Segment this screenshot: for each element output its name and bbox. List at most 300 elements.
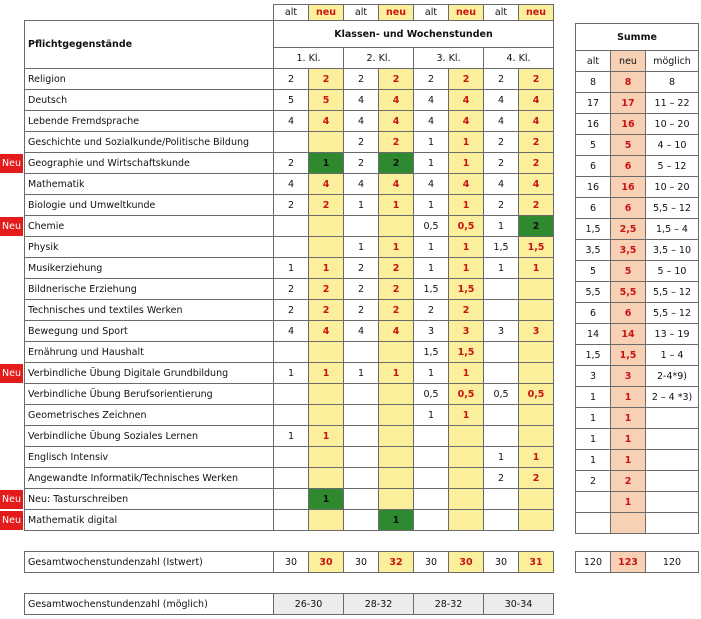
subject-name: Chemie: [25, 216, 274, 237]
cell-neu-2: 1: [379, 363, 414, 384]
summe-alt: 16: [576, 177, 611, 198]
table-row: [25, 447, 554, 468]
cell-alt-3: 1,5: [414, 342, 449, 363]
cell-neu-1: [309, 216, 344, 237]
cell-neu-2: 1: [379, 195, 414, 216]
cell-alt-2: 4: [344, 174, 379, 195]
summe-moeglich: 10 – 20: [646, 177, 699, 198]
cell-alt-3: 0,5: [414, 384, 449, 405]
col-neu-4: neu: [519, 5, 554, 21]
cell-alt-4: 4: [484, 174, 519, 195]
subject-name: Neu: Tasturschreiben: [25, 489, 274, 510]
summe-neu: 14: [611, 324, 646, 345]
cell-alt-2: [344, 384, 379, 405]
cell-neu-1: 1: [309, 153, 344, 174]
cell-alt-4: [484, 489, 519, 510]
cell-alt-1: [274, 216, 309, 237]
cell-alt-1: 4: [274, 321, 309, 342]
col-alt-2: alt: [344, 5, 379, 21]
summe-alt: 17: [576, 93, 611, 114]
summe-alt: 14: [576, 324, 611, 345]
subject-name: Bildnerische Erziehung: [25, 279, 274, 300]
summe-row: [576, 324, 699, 345]
cell-alt-2: 2: [344, 258, 379, 279]
cell-neu-3: [449, 468, 484, 489]
table-row: [25, 90, 554, 111]
cell-neu-4: 3: [519, 321, 554, 342]
header-spacer: [25, 5, 274, 21]
subject-name: Angewandte Informatik/Technisches Werken: [25, 468, 274, 489]
totals-moeglich-label: Gesamtwochenstundenzahl (möglich): [25, 594, 274, 615]
table-row: [25, 426, 554, 447]
summe-row: [576, 240, 699, 261]
cell-alt-1: [274, 132, 309, 153]
cell-neu-3: 1: [449, 258, 484, 279]
total-moeglich-1: 26-30: [274, 594, 344, 615]
cell-neu-3: [449, 489, 484, 510]
cell-alt-1: [274, 384, 309, 405]
cell-neu-3: 1: [449, 363, 484, 384]
cell-alt-2: 2: [344, 69, 379, 90]
cell-alt-3: 1: [414, 258, 449, 279]
summe-neu: 6: [611, 198, 646, 219]
cell-neu-3: 2: [449, 69, 484, 90]
totals-ist-table: [24, 551, 554, 573]
summe-moeglich: 2 – 4 *3): [646, 387, 699, 408]
cell-alt-4: 2: [484, 132, 519, 153]
cell-alt-4: 1: [484, 258, 519, 279]
cell-neu-2: [379, 447, 414, 468]
cell-alt-4: 2: [484, 153, 519, 174]
cell-alt-3: [414, 489, 449, 510]
cell-neu-2: 2: [379, 69, 414, 90]
summe-row: [576, 282, 699, 303]
cell-alt-3: 4: [414, 174, 449, 195]
table-row: [25, 489, 554, 510]
cell-alt-3: 1: [414, 363, 449, 384]
totals-ist-label: Gesamtwochenstundenzahl (Istwert): [25, 552, 274, 573]
summe-moeglich: 13 – 19: [646, 324, 699, 345]
cell-alt-4: [484, 405, 519, 426]
summe-row: [576, 429, 699, 450]
cell-neu-1: [309, 447, 344, 468]
cell-neu-1: 4: [309, 111, 344, 132]
total-ist-alt-1: 30: [274, 552, 309, 573]
summe-row: [576, 93, 699, 114]
cell-alt-2: 2: [344, 132, 379, 153]
table-row: [25, 279, 554, 300]
summe-moeglich: 1,5 – 4: [646, 219, 699, 240]
subject-name: Geometrisches Zeichnen: [25, 405, 274, 426]
table-row: [25, 258, 554, 279]
summe-moeglich: 1 – 4: [646, 345, 699, 366]
col-neu-3: neu: [449, 5, 484, 21]
cell-neu-4: [519, 426, 554, 447]
cell-neu-2: [379, 342, 414, 363]
table-row: [25, 321, 554, 342]
summe-row: [576, 492, 699, 513]
cell-neu-3: 2: [449, 300, 484, 321]
table-row: [25, 111, 554, 132]
cell-neu-3: [449, 447, 484, 468]
cell-neu-1: 2: [309, 69, 344, 90]
cell-neu-1: 2: [309, 300, 344, 321]
subject-name: Musikerziehung: [25, 258, 274, 279]
cell-alt-4: 2: [484, 195, 519, 216]
cell-neu-3: 1: [449, 237, 484, 258]
summe-neu: 2,5: [611, 219, 646, 240]
cell-alt-3: 4: [414, 90, 449, 111]
neu-badge: Neu: [0, 217, 23, 236]
cell-neu-3: 1: [449, 405, 484, 426]
table-row: [25, 195, 554, 216]
cell-alt-2: 4: [344, 111, 379, 132]
subject-name: Religion: [25, 69, 274, 90]
summe-neu: 5: [611, 261, 646, 282]
summe-moeglich: 3,5 – 10: [646, 240, 699, 261]
summe-row: [576, 408, 699, 429]
neu-badge: Neu: [0, 364, 23, 383]
cell-neu-1: 1: [309, 258, 344, 279]
table-row: [25, 153, 554, 174]
summe-neu: 17: [611, 93, 646, 114]
cell-neu-4: 2: [519, 132, 554, 153]
cell-alt-1: [274, 468, 309, 489]
summe-neu: 3: [611, 366, 646, 387]
summe-moeglich: 5 – 12: [646, 156, 699, 177]
summe-alt: 5: [576, 261, 611, 282]
cell-alt-2: [344, 216, 379, 237]
cell-neu-2: 1: [379, 510, 414, 531]
total-ist-neu-3: 30: [449, 552, 484, 573]
summe-moeglich: [646, 471, 699, 492]
summe-alt: 1: [576, 408, 611, 429]
cell-alt-3: 1: [414, 132, 449, 153]
summe-moeglich: [646, 429, 699, 450]
summe-row: [576, 366, 699, 387]
cell-alt-1: 2: [274, 195, 309, 216]
cell-neu-4: 2: [519, 468, 554, 489]
cell-neu-2: 2: [379, 132, 414, 153]
summe-moeglich: [646, 408, 699, 429]
cell-alt-3: 1: [414, 405, 449, 426]
cell-alt-3: 1: [414, 195, 449, 216]
class-3-heading: 3. Kl.: [414, 48, 484, 69]
neu-badge: Neu: [0, 511, 23, 530]
col-neu-2: neu: [379, 5, 414, 21]
summe-col-moeglich: möglich: [646, 51, 699, 72]
total-moeglich-2: 28-32: [344, 594, 414, 615]
cell-alt-2: 2: [344, 279, 379, 300]
cell-alt-4: [484, 342, 519, 363]
cell-alt-1: [274, 405, 309, 426]
cell-alt-3: 1: [414, 153, 449, 174]
cell-alt-1: 1: [274, 363, 309, 384]
table-row: [25, 363, 554, 384]
total-moeglich-4: 30-34: [484, 594, 554, 615]
cell-neu-3: 4: [449, 111, 484, 132]
stundentafel-table: [24, 4, 554, 531]
total-ist-alt-3: 30: [414, 552, 449, 573]
summe-row: [576, 450, 699, 471]
summe-table: [575, 23, 699, 534]
cell-alt-4: [484, 510, 519, 531]
subject-name: Englisch Intensiv: [25, 447, 274, 468]
subject-name: Biologie und Umweltkunde: [25, 195, 274, 216]
cell-alt-3: 3: [414, 321, 449, 342]
cell-alt-1: 1: [274, 426, 309, 447]
cell-neu-1: [309, 342, 344, 363]
summe-alt: 16: [576, 114, 611, 135]
cell-alt-4: 1: [484, 216, 519, 237]
summe-moeglich: 5 – 10: [646, 261, 699, 282]
table-row: [25, 174, 554, 195]
summe-col-neu: neu: [611, 51, 646, 72]
summe-alt: 6: [576, 156, 611, 177]
summe-moeglich: 4 – 10: [646, 135, 699, 156]
summe-neu: 2: [611, 471, 646, 492]
cell-alt-2: 1: [344, 363, 379, 384]
subject-name: Verbindliche Übung Digitale Grundbildung: [25, 363, 274, 384]
summe-alt: 1: [576, 450, 611, 471]
summe-neu: 16: [611, 114, 646, 135]
table-row: [25, 132, 554, 153]
subject-name: Verbindliche Übung Berufsorientierung: [25, 384, 274, 405]
cell-neu-4: 4: [519, 90, 554, 111]
cell-neu-4: [519, 279, 554, 300]
subject-name: Verbindliche Übung Soziales Lernen: [25, 426, 274, 447]
cell-neu-3: 4: [449, 174, 484, 195]
cell-alt-3: [414, 468, 449, 489]
total-ist-neu-4: 31: [519, 552, 554, 573]
summe-row: [576, 387, 699, 408]
cell-alt-2: [344, 447, 379, 468]
cell-neu-4: 1,5: [519, 237, 554, 258]
total-summe-alt: 120: [576, 552, 611, 573]
cell-alt-1: [274, 489, 309, 510]
subject-name: Geographie und Wirtschaftskunde: [25, 153, 274, 174]
table-row: [25, 342, 554, 363]
table-row: [25, 216, 554, 237]
cell-neu-4: [519, 363, 554, 384]
cell-neu-4: 4: [519, 111, 554, 132]
cell-neu-2: 2: [379, 300, 414, 321]
neu-badge: Neu: [0, 154, 23, 173]
table-row: [25, 300, 554, 321]
cell-neu-2: 2: [379, 258, 414, 279]
subject-name: Lebende Fremdsprache: [25, 111, 274, 132]
cell-alt-1: [274, 510, 309, 531]
cell-alt-2: 4: [344, 321, 379, 342]
subject-heading: Pflichtgegenstände: [25, 21, 274, 69]
cell-alt-3: 2: [414, 300, 449, 321]
summe-alt: 8: [576, 72, 611, 93]
cell-alt-3: [414, 426, 449, 447]
cell-alt-4: [484, 363, 519, 384]
subject-name: Ernährung und Haushalt: [25, 342, 274, 363]
col-alt-4: alt: [484, 5, 519, 21]
cell-neu-1: [309, 510, 344, 531]
summe-alt: 3: [576, 366, 611, 387]
table-row: [25, 237, 554, 258]
summe-row: [576, 345, 699, 366]
summe-row: [576, 135, 699, 156]
summe-neu: 1: [611, 450, 646, 471]
summe-neu: 5,5: [611, 282, 646, 303]
cell-neu-4: [519, 300, 554, 321]
table-row: [25, 510, 554, 531]
cell-alt-4: 4: [484, 90, 519, 111]
summe-row: [576, 156, 699, 177]
summe-alt: 5,5: [576, 282, 611, 303]
cell-neu-4: [519, 405, 554, 426]
cell-neu-2: 2: [379, 279, 414, 300]
subject-name: Bewegung und Sport: [25, 321, 274, 342]
cell-neu-1: 5: [309, 90, 344, 111]
class-4-heading: 4. Kl.: [484, 48, 554, 69]
summe-moeglich: 8: [646, 72, 699, 93]
cell-alt-2: 2: [344, 300, 379, 321]
summe-heading: Summe: [576, 24, 699, 51]
cell-neu-4: 2: [519, 69, 554, 90]
subject-name: Physik: [25, 237, 274, 258]
cell-neu-4: [519, 489, 554, 510]
cell-alt-1: 4: [274, 111, 309, 132]
summe-neu: 1: [611, 387, 646, 408]
summe-alt: 1,5: [576, 219, 611, 240]
cell-neu-2: [379, 405, 414, 426]
subject-name: Mathematik digital: [25, 510, 274, 531]
summe-neu: 3,5: [611, 240, 646, 261]
cell-neu-2: 1: [379, 237, 414, 258]
summe-neu: 6: [611, 303, 646, 324]
class-1-heading: 1. Kl.: [274, 48, 344, 69]
cell-alt-2: [344, 468, 379, 489]
total-ist-neu-1: 30: [309, 552, 344, 573]
cell-neu-4: 1: [519, 258, 554, 279]
cell-alt-2: [344, 405, 379, 426]
summe-row: [576, 177, 699, 198]
cell-neu-4: 2: [519, 195, 554, 216]
cell-alt-2: [344, 489, 379, 510]
cell-neu-3: [449, 510, 484, 531]
wochen-heading: Klassen- und Wochenstunden: [274, 21, 554, 48]
summe-moeglich: 5,5 – 12: [646, 198, 699, 219]
summe-moeglich: [646, 513, 699, 534]
cell-neu-4: [519, 510, 554, 531]
total-ist-neu-2: 32: [379, 552, 414, 573]
cell-alt-4: 1,5: [484, 237, 519, 258]
cell-alt-3: 2: [414, 69, 449, 90]
table-row: [25, 405, 554, 426]
summe-neu: 5: [611, 135, 646, 156]
cell-neu-2: [379, 489, 414, 510]
cell-neu-1: [309, 468, 344, 489]
cell-neu-3: 1: [449, 132, 484, 153]
summe-neu: 1: [611, 492, 646, 513]
summe-neu: 16: [611, 177, 646, 198]
cell-alt-2: 2: [344, 153, 379, 174]
subject-name: Geschichte und Sozialkunde/Politische Bildung: [25, 132, 274, 153]
cell-alt-1: [274, 447, 309, 468]
summe-alt: 5: [576, 135, 611, 156]
summe-row: [576, 219, 699, 240]
cell-neu-1: 2: [309, 279, 344, 300]
summe-row: [576, 114, 699, 135]
cell-neu-3: 1: [449, 195, 484, 216]
totals-summe-table: [575, 551, 699, 573]
cell-alt-3: 1: [414, 237, 449, 258]
cell-alt-4: [484, 426, 519, 447]
cell-alt-2: [344, 342, 379, 363]
summe-alt: 1: [576, 387, 611, 408]
cell-neu-1: 1: [309, 489, 344, 510]
cell-neu-2: [379, 216, 414, 237]
summe-moeglich: [646, 450, 699, 471]
cell-neu-3: 3: [449, 321, 484, 342]
cell-neu-1: [309, 237, 344, 258]
subject-name: Deutsch: [25, 90, 274, 111]
cell-alt-4: [484, 300, 519, 321]
total-summe-moeglich: 120: [646, 552, 699, 573]
summe-moeglich: 5,5 – 12: [646, 303, 699, 324]
summe-row: [576, 72, 699, 93]
cell-neu-3: 0,5: [449, 216, 484, 237]
summe-neu: 1,5: [611, 345, 646, 366]
summe-alt: 1,5: [576, 345, 611, 366]
cell-neu-2: 4: [379, 321, 414, 342]
subject-name: Technisches und textiles Werken: [25, 300, 274, 321]
cell-neu-4: 4: [519, 174, 554, 195]
summe-alt: 1: [576, 429, 611, 450]
cell-neu-1: 4: [309, 321, 344, 342]
cell-alt-4: 2: [484, 69, 519, 90]
cell-neu-1: [309, 132, 344, 153]
cell-neu-4: 0,5: [519, 384, 554, 405]
table-row: [25, 468, 554, 489]
summe-row: [576, 198, 699, 219]
cell-alt-4: 4: [484, 111, 519, 132]
cell-neu-2: [379, 426, 414, 447]
cell-neu-2: 4: [379, 90, 414, 111]
cell-alt-4: 3: [484, 321, 519, 342]
cell-alt-1: 5: [274, 90, 309, 111]
cell-alt-1: 2: [274, 69, 309, 90]
cell-alt-2: [344, 510, 379, 531]
cell-alt-1: 2: [274, 279, 309, 300]
summe-alt: 2: [576, 471, 611, 492]
col-alt-1: alt: [274, 5, 309, 21]
cell-neu-2: 4: [379, 174, 414, 195]
summe-alt: 6: [576, 303, 611, 324]
cell-neu-1: 4: [309, 174, 344, 195]
cell-neu-4: 2: [519, 216, 554, 237]
cell-neu-3: 1,5: [449, 342, 484, 363]
summe-col-alt: alt: [576, 51, 611, 72]
summe-moeglich: 2-4*9): [646, 366, 699, 387]
cell-alt-3: 1,5: [414, 279, 449, 300]
cell-alt-1: 2: [274, 153, 309, 174]
cell-alt-3: 4: [414, 111, 449, 132]
summe-alt: [576, 513, 611, 534]
cell-neu-2: [379, 468, 414, 489]
cell-alt-1: [274, 237, 309, 258]
summe-moeglich: 10 – 20: [646, 114, 699, 135]
summe-neu: 1: [611, 408, 646, 429]
table-row: [25, 384, 554, 405]
cell-neu-3: 4: [449, 90, 484, 111]
summe-row: [576, 261, 699, 282]
